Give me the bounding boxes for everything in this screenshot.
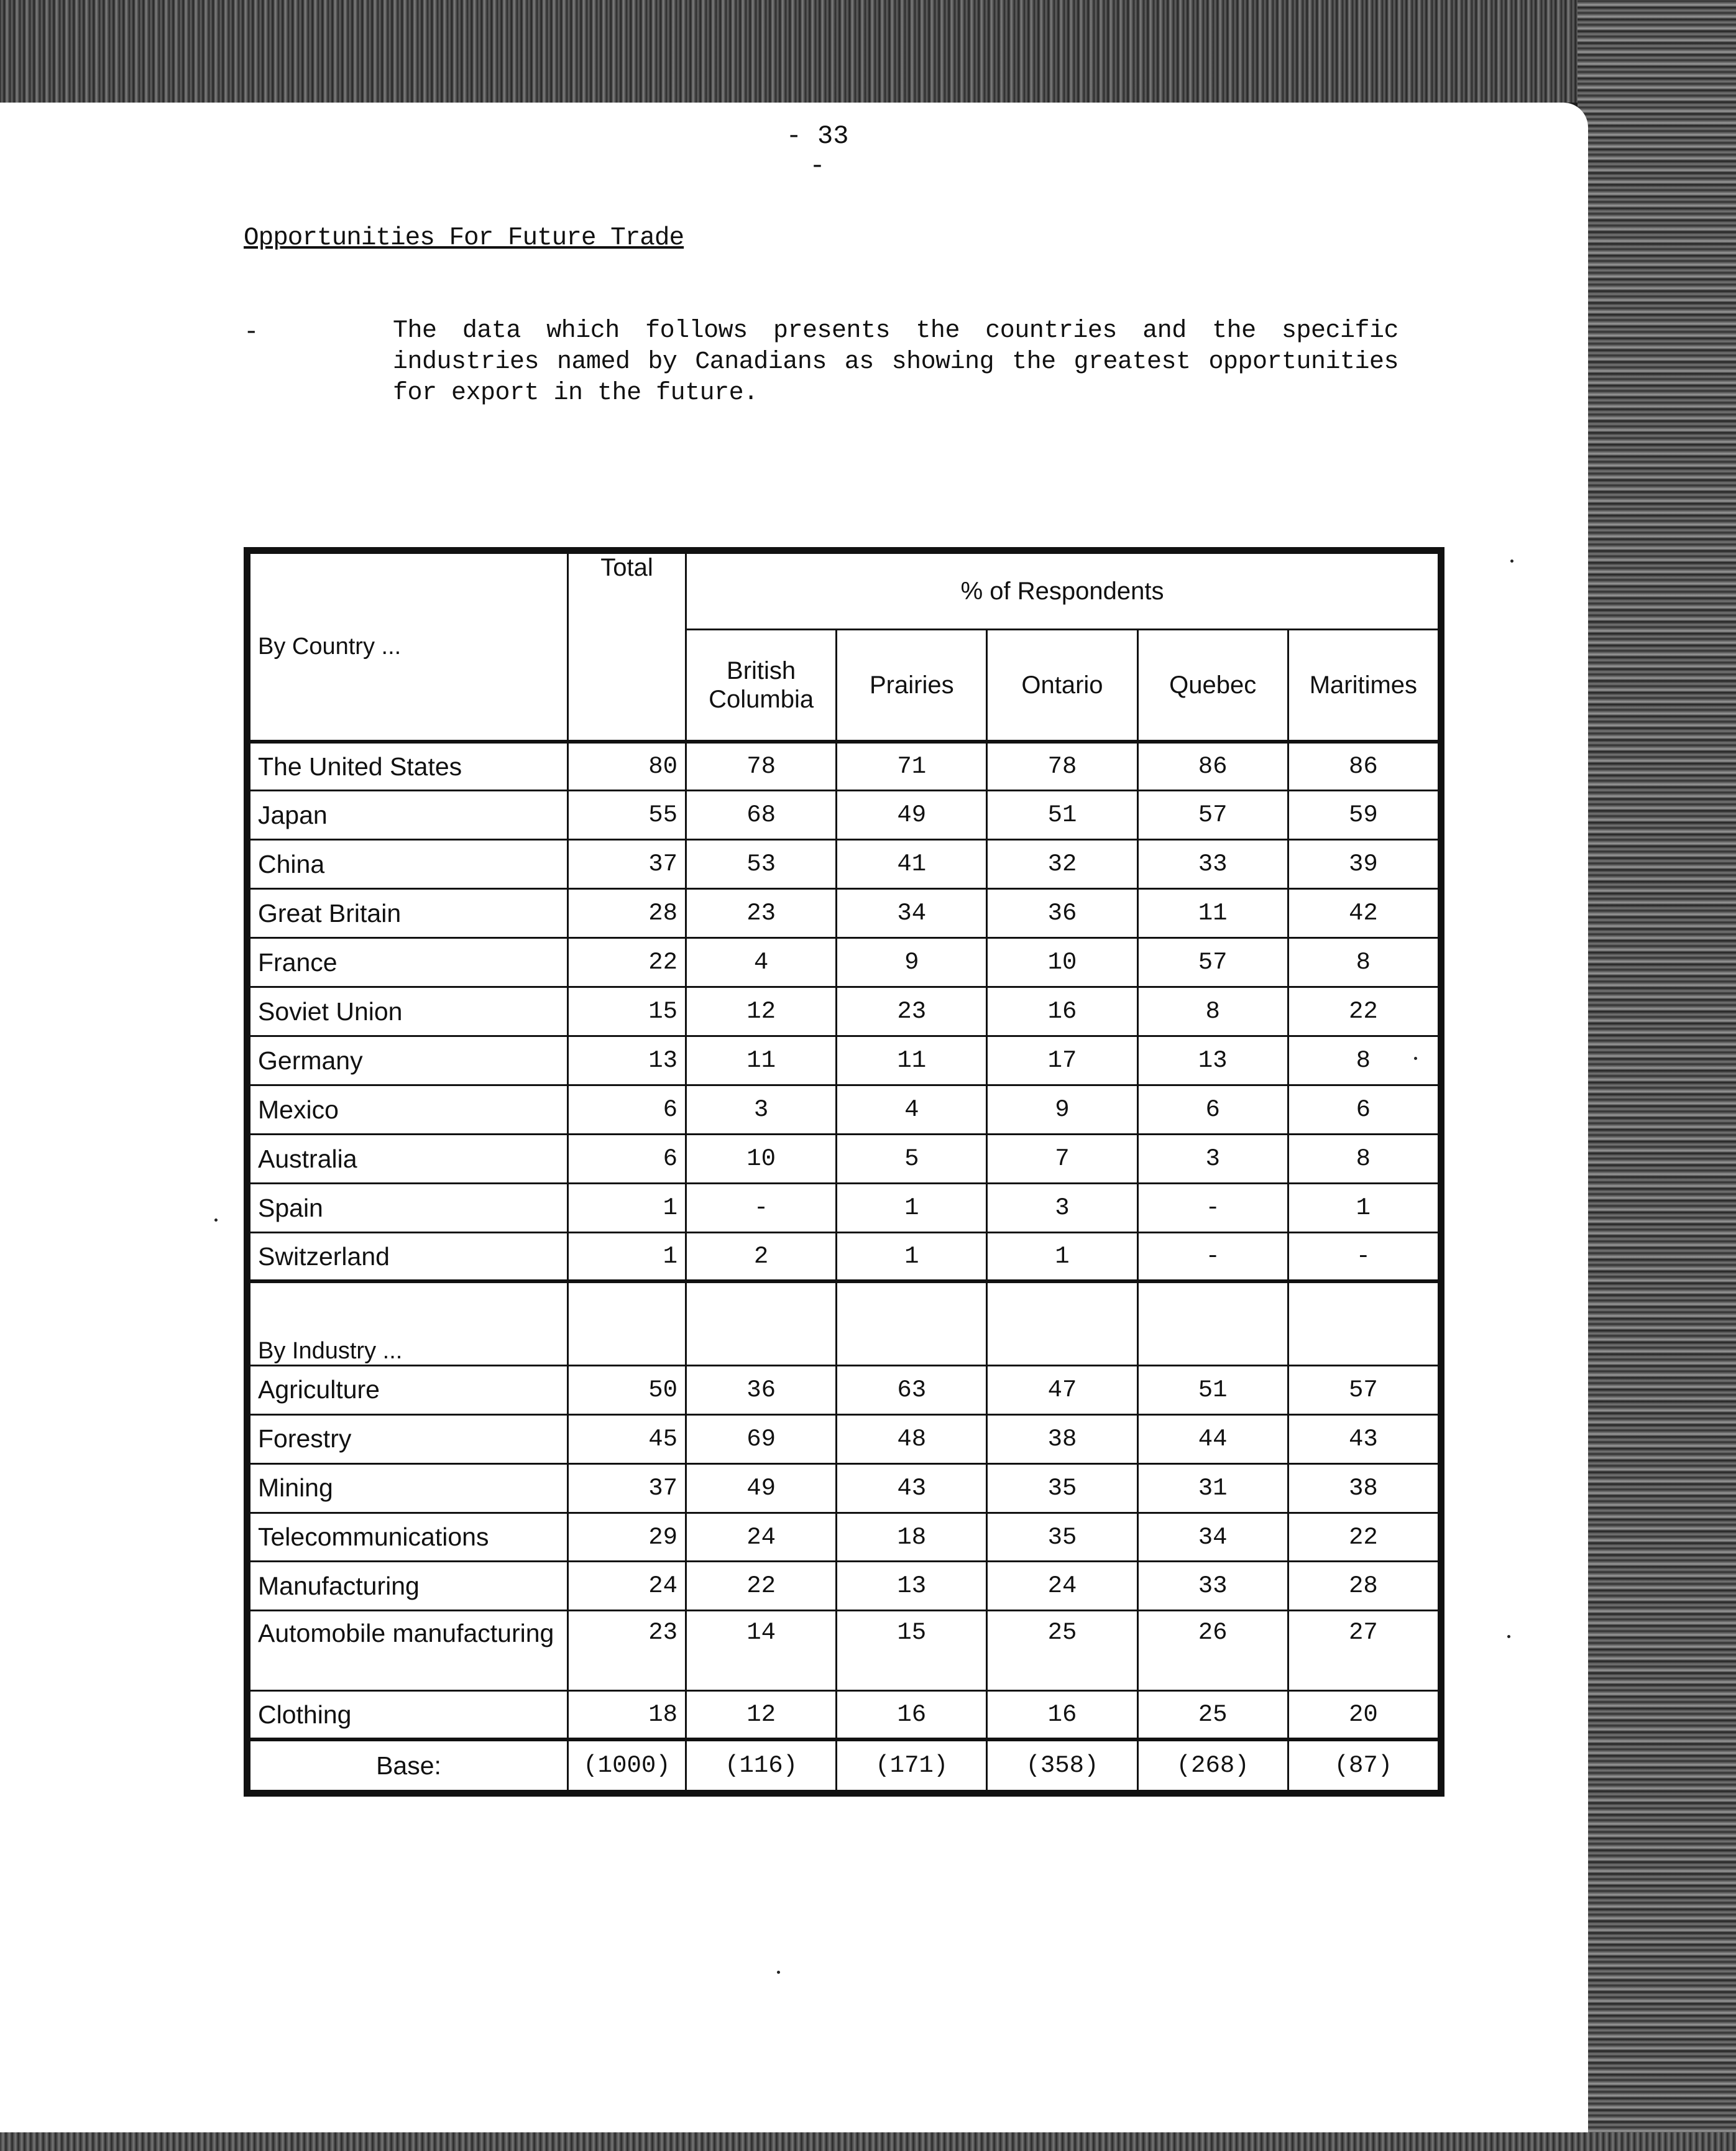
region-value: 36 xyxy=(686,1365,837,1414)
region-value: 43 xyxy=(837,1463,987,1513)
row-label: The United States xyxy=(250,742,568,791)
region-value: 24 xyxy=(686,1513,837,1562)
scan-speck xyxy=(777,1971,780,1974)
region-value: 3 xyxy=(987,1184,1137,1233)
table-row xyxy=(250,791,1439,840)
row-label: Great Britain xyxy=(250,889,568,938)
table-header xyxy=(250,553,1439,742)
region-value: 13 xyxy=(1137,1036,1288,1085)
region-value: 25 xyxy=(1137,1690,1288,1739)
base-section xyxy=(250,1739,1439,1790)
region-value: 51 xyxy=(987,791,1137,840)
region-value: 11 xyxy=(837,1036,987,1085)
region-value: 1 xyxy=(1288,1184,1438,1233)
total-value: 55 xyxy=(568,791,686,840)
empty-cell xyxy=(987,1281,1137,1365)
region-value: 17 xyxy=(987,1036,1137,1085)
row-label: Mining xyxy=(250,1463,568,1513)
header-region: Prairies xyxy=(837,630,987,742)
region-value: 33 xyxy=(1137,840,1288,889)
region-value: 8 xyxy=(1288,1036,1438,1085)
base-total: (1000) xyxy=(568,1739,686,1790)
region-value: 3 xyxy=(686,1085,837,1135)
region-value: - xyxy=(1137,1233,1288,1282)
header-percent-respondents: % of Respondents xyxy=(686,553,1439,630)
region-value: 28 xyxy=(1288,1562,1438,1611)
region-value: 22 xyxy=(1288,1513,1438,1562)
region-value: 5 xyxy=(837,1135,987,1184)
region-value: 44 xyxy=(1137,1414,1288,1463)
region-value: 41 xyxy=(837,840,987,889)
table-row xyxy=(250,1365,1439,1414)
region-value: 57 xyxy=(1137,938,1288,987)
region-value: 25 xyxy=(987,1611,1137,1690)
empty-cell xyxy=(1288,1281,1438,1365)
table-row xyxy=(250,1233,1439,1282)
region-value: 78 xyxy=(686,742,837,791)
region-value: 16 xyxy=(987,1690,1137,1739)
total-value: 24 xyxy=(568,1562,686,1611)
table-row xyxy=(250,840,1439,889)
region-value: 10 xyxy=(686,1135,837,1184)
region-value: 11 xyxy=(686,1036,837,1085)
table-row xyxy=(250,1690,1439,1739)
region-value: 26 xyxy=(1137,1611,1288,1690)
row-label: Mexico xyxy=(250,1085,568,1135)
section-title: Opportunities For Future Trade xyxy=(244,224,684,252)
region-value: 35 xyxy=(987,1513,1137,1562)
table-row xyxy=(250,1513,1439,1562)
total-value: 29 xyxy=(568,1513,686,1562)
row-label: Soviet Union xyxy=(250,987,568,1036)
region-value: 13 xyxy=(837,1562,987,1611)
table-row xyxy=(250,1184,1439,1233)
table-row xyxy=(250,987,1439,1036)
empty-cell xyxy=(837,1281,987,1365)
region-value: 49 xyxy=(686,1463,837,1513)
total-value: 80 xyxy=(568,742,686,791)
industry-header-row xyxy=(250,1281,1439,1365)
region-value: 23 xyxy=(686,889,837,938)
region-value: 71 xyxy=(837,742,987,791)
region-value: 16 xyxy=(837,1690,987,1739)
table-row xyxy=(250,1085,1439,1135)
base-row xyxy=(250,1739,1439,1790)
total-value: 37 xyxy=(568,1463,686,1513)
row-label: Automobile manufacturing xyxy=(250,1611,568,1690)
region-value: 1 xyxy=(837,1233,987,1282)
region-value: 42 xyxy=(1288,889,1438,938)
region-value: 20 xyxy=(1288,1690,1438,1739)
region-value: 63 xyxy=(837,1365,987,1414)
region-value: 57 xyxy=(1288,1365,1438,1414)
scan-border-top xyxy=(0,0,1736,103)
header-region: Quebec xyxy=(1137,630,1288,742)
base-value: (171) xyxy=(837,1739,987,1790)
total-value: 28 xyxy=(568,889,686,938)
region-value: 38 xyxy=(1288,1463,1438,1513)
row-label: Spain xyxy=(250,1184,568,1233)
total-value: 18 xyxy=(568,1690,686,1739)
region-value: 48 xyxy=(837,1414,987,1463)
industry-section xyxy=(250,1365,1439,1739)
empty-cell xyxy=(1137,1281,1288,1365)
empty-cell xyxy=(686,1281,837,1365)
total-value: 13 xyxy=(568,1036,686,1085)
base-value: (358) xyxy=(987,1739,1137,1790)
region-value: 9 xyxy=(987,1085,1137,1135)
row-label: France xyxy=(250,938,568,987)
scan-border-right xyxy=(1578,0,1736,2151)
total-value: 50 xyxy=(568,1365,686,1414)
region-value: 59 xyxy=(1288,791,1438,840)
region-value: 6 xyxy=(1288,1085,1438,1135)
table-row xyxy=(250,1562,1439,1611)
region-value: 38 xyxy=(987,1414,1137,1463)
total-value: 37 xyxy=(568,840,686,889)
region-value: 78 xyxy=(987,742,1137,791)
region-value: 4 xyxy=(837,1085,987,1135)
region-value: 24 xyxy=(987,1562,1137,1611)
table-row xyxy=(250,1135,1439,1184)
scan-speck xyxy=(1507,1635,1510,1638)
respondents-table xyxy=(249,552,1440,1792)
region-value: 18 xyxy=(837,1513,987,1562)
region-value: 31 xyxy=(1137,1463,1288,1513)
region-value: 8 xyxy=(1137,987,1288,1036)
total-value: 45 xyxy=(568,1414,686,1463)
header-by-industry: By Industry ... xyxy=(250,1281,568,1365)
base-value: (268) xyxy=(1137,1739,1288,1790)
region-value: 51 xyxy=(1137,1365,1288,1414)
row-label: Australia xyxy=(250,1135,568,1184)
region-value: 16 xyxy=(987,987,1137,1036)
base-label: Base: xyxy=(250,1739,568,1790)
row-label: Manufacturing xyxy=(250,1562,568,1611)
region-value: 36 xyxy=(987,889,1137,938)
scan-speck xyxy=(214,1218,218,1222)
region-value: - xyxy=(686,1184,837,1233)
region-value: 47 xyxy=(987,1365,1137,1414)
total-value: 1 xyxy=(568,1184,686,1233)
region-value: - xyxy=(1137,1184,1288,1233)
region-value: 57 xyxy=(1137,791,1288,840)
region-value: 49 xyxy=(837,791,987,840)
table-row xyxy=(250,938,1439,987)
total-value: 6 xyxy=(568,1135,686,1184)
region-value: 34 xyxy=(1137,1513,1288,1562)
region-value: 35 xyxy=(987,1463,1137,1513)
empty-cell xyxy=(568,1281,686,1365)
region-value: 12 xyxy=(686,1690,837,1739)
region-value: 15 xyxy=(837,1611,987,1690)
region-value: 27 xyxy=(1288,1611,1438,1690)
region-value: 39 xyxy=(1288,840,1438,889)
row-label: Japan xyxy=(250,791,568,840)
region-value: 2 xyxy=(686,1233,837,1282)
region-value: 12 xyxy=(686,987,837,1036)
bullet-dash: - xyxy=(244,318,259,347)
base-value: (87) xyxy=(1288,1739,1438,1790)
region-value: - xyxy=(1288,1233,1438,1282)
table-row xyxy=(250,1036,1439,1085)
region-value: 10 xyxy=(987,938,1137,987)
table-row xyxy=(250,1463,1439,1513)
table-row xyxy=(250,889,1439,938)
table-row xyxy=(250,742,1439,791)
region-value: 14 xyxy=(686,1611,837,1690)
region-value: 32 xyxy=(987,840,1137,889)
region-value: 33 xyxy=(1137,1562,1288,1611)
row-label: Telecommunications xyxy=(250,1513,568,1562)
page-number: - 33 - xyxy=(786,121,849,181)
country-section xyxy=(250,742,1439,1281)
scan-border-bottom xyxy=(0,2132,1736,2151)
row-label: Germany xyxy=(250,1036,568,1085)
region-value: 8 xyxy=(1288,938,1438,987)
region-value: 7 xyxy=(987,1135,1137,1184)
intro-paragraph: The data which follows presents the countries and the specific industries named by Canadians as showing the greatest opportunities for export in the future. xyxy=(393,317,1398,407)
header-by-country: By Country ... xyxy=(250,553,568,742)
base-value: (116) xyxy=(686,1739,837,1790)
header-region: British Columbia xyxy=(686,630,837,742)
industry-section-header xyxy=(250,1281,1439,1365)
region-value: 1 xyxy=(837,1184,987,1233)
region-value: 8 xyxy=(1288,1135,1438,1184)
region-value: 69 xyxy=(686,1414,837,1463)
row-label: Forestry xyxy=(250,1414,568,1463)
respondents-table-frame xyxy=(244,547,1444,1797)
region-value: 6 xyxy=(1137,1085,1288,1135)
row-label: Clothing xyxy=(250,1690,568,1739)
region-value: 4 xyxy=(686,938,837,987)
region-value: 9 xyxy=(837,938,987,987)
row-label: Switzerland xyxy=(250,1233,568,1282)
region-value: 86 xyxy=(1288,742,1438,791)
row-label: Agriculture xyxy=(250,1365,568,1414)
region-value: 43 xyxy=(1288,1414,1438,1463)
header-total: Total xyxy=(568,553,686,742)
total-value: 22 xyxy=(568,938,686,987)
region-value: 53 xyxy=(686,840,837,889)
total-value: 23 xyxy=(568,1611,686,1690)
region-value: 86 xyxy=(1137,742,1288,791)
total-value: 15 xyxy=(568,987,686,1036)
region-value: 22 xyxy=(1288,987,1438,1036)
table-row xyxy=(250,1611,1439,1690)
table-row xyxy=(250,1414,1439,1463)
total-value: 1 xyxy=(568,1233,686,1282)
region-value: 11 xyxy=(1137,889,1288,938)
region-value: 23 xyxy=(837,987,987,1036)
region-value: 68 xyxy=(686,791,837,840)
region-value: 34 xyxy=(837,889,987,938)
scan-speck xyxy=(1510,560,1513,563)
region-value: 22 xyxy=(686,1562,837,1611)
scan-speck xyxy=(1414,1057,1417,1060)
header-region: Ontario xyxy=(987,630,1137,742)
region-value: 3 xyxy=(1137,1135,1288,1184)
region-value: 1 xyxy=(987,1233,1137,1282)
total-value: 6 xyxy=(568,1085,686,1135)
header-region: Maritimes xyxy=(1288,630,1438,742)
row-label: China xyxy=(250,840,568,889)
